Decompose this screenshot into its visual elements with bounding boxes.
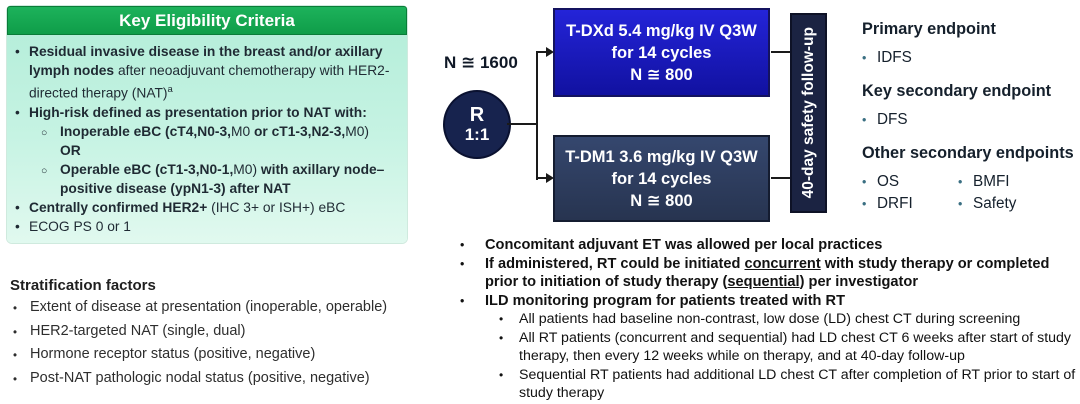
- arm-line: N ≅ 800: [630, 65, 693, 84]
- stratification-title: Stratification factors: [10, 277, 156, 294]
- bullet-icon: •: [15, 104, 20, 120]
- connector-line: [771, 177, 790, 179]
- list-item: [496, 329, 1080, 366]
- eligibility-panel: [7, 6, 407, 243]
- bullet-icon: •: [499, 330, 504, 345]
- list-item: [10, 297, 435, 321]
- list-item-text: [30, 297, 387, 321]
- text-run: High-risk defined as presentation prior to NAT with:: [29, 104, 367, 120]
- arm-line: T-DXd 5.4 mg/kg IV Q3W: [566, 21, 757, 40]
- bullet-icon: •: [460, 293, 465, 308]
- text-run: Extent of disease at presentation (inoperable, operable): [30, 299, 388, 315]
- list-item-text: [60, 122, 369, 160]
- list-item-text: [485, 292, 845, 311]
- list-item: [10, 344, 435, 368]
- stratification-panel: [10, 277, 435, 391]
- endpoint-label: OS: [877, 173, 900, 190]
- list-item: [10, 368, 435, 392]
- list-item: [15, 217, 402, 236]
- endpoint-label: DFS: [877, 111, 908, 128]
- bullet-icon: •: [958, 175, 963, 189]
- bullet-icon: •: [13, 350, 18, 362]
- endpoint-item: [958, 171, 1077, 193]
- text-run: Residual invasive disease in the breast and/or axillary lymph nodes: [29, 44, 383, 78]
- arm-tdm1-box: [553, 135, 770, 222]
- text-run: M0): [345, 123, 370, 139]
- endpoint-item: [862, 109, 1077, 131]
- notes-list: [450, 236, 1080, 403]
- stratification-list: [10, 297, 435, 391]
- text-run: or: [250, 123, 272, 139]
- bullet-icon: •: [862, 197, 867, 211]
- endpoint-item: [862, 47, 1077, 69]
- text-run: sequential: [727, 274, 800, 290]
- list-item: [450, 236, 1080, 255]
- bullet-icon: •: [862, 113, 867, 127]
- bullet-icon: •: [499, 312, 504, 326]
- text-run: All RT patients (concurrent and sequential) had LD chest CT 6 weeks after start of study therapy, then every 12 weeks while on therapy, and at 40-day follow-up: [519, 329, 1072, 364]
- text-run: Hormone receptor status (positive, negative): [30, 346, 316, 362]
- bullet-icon: •: [460, 238, 465, 252]
- randomization-ratio-label: 1:1: [464, 125, 490, 144]
- list-item-text: [29, 42, 402, 103]
- list-item-text: [485, 236, 882, 255]
- list-item-text: [519, 366, 1080, 403]
- endpoint-section-title: Other secondary endpoints: [862, 144, 1074, 162]
- text-run: Sequential RT patients had additional LD chest CT after completion of RT prior to start of study therapy: [519, 366, 1076, 401]
- list-item-text: [485, 255, 1080, 292]
- bullet-icon: •: [460, 256, 465, 271]
- arm-tdxd-box: [553, 8, 770, 97]
- endpoint-items: [862, 171, 1077, 215]
- bullet-icon: •: [13, 303, 18, 315]
- text-run: with axillary node–positive disease (ypN1-3) after NAT: [60, 161, 385, 196]
- eligibility-title: Key Eligibility Criteria: [7, 6, 407, 35]
- text-run: (IHC 3+ or ISH+) eBC: [211, 199, 346, 215]
- list-item-text: [30, 368, 370, 392]
- bullet-icon: •: [862, 51, 867, 65]
- endpoint-items: [862, 109, 1077, 131]
- text-run: a: [167, 84, 173, 95]
- list-item: [15, 42, 402, 103]
- bullet-icon: ○: [41, 126, 48, 139]
- list-item: [450, 255, 1080, 292]
- endpoint-label: IDFS: [877, 49, 912, 66]
- text-run: concurrent: [744, 255, 821, 272]
- text-run: M0: [230, 123, 251, 139]
- text-run: Inoperable eBC (cT4,N0-3,: [60, 123, 231, 139]
- bullet-icon: •: [15, 199, 20, 215]
- endpoint-item: [958, 193, 1077, 215]
- text-run: ECOG PS 0 or 1: [29, 218, 131, 234]
- endpoint-section-title: Primary endpoint: [862, 20, 996, 38]
- arm-line: N ≅ 800: [630, 191, 693, 210]
- list-item: [496, 310, 1080, 329]
- arm-line: for 14 cycles: [611, 43, 712, 62]
- list-item: [496, 366, 1080, 403]
- text-run: Post-NAT pathologic nodal status (positive, negative): [30, 369, 370, 386]
- text-run: Operable eBC (cT1-3,N0-1,: [60, 161, 234, 177]
- text-run: Centrally confirmed HER2+: [29, 199, 212, 215]
- bullet-icon: •: [15, 44, 20, 59]
- endpoint-item: [862, 171, 958, 193]
- list-item: [15, 103, 402, 122]
- list-item: [15, 198, 402, 217]
- list-item-text: [519, 329, 1080, 366]
- text-run: All patients had baseline non-contrast, low dose (LD) chest CT during screening: [519, 311, 1021, 327]
- endpoints-panel: [862, 20, 1077, 228]
- connector-line: [771, 51, 790, 53]
- text-run: M0): [233, 161, 258, 177]
- list-item-text: [30, 344, 315, 368]
- text-run: ILD monitoring program for patients treated with RT: [485, 292, 845, 309]
- text-run: cT1-3,N2-3,: [271, 123, 346, 139]
- list-item-text: [30, 321, 245, 345]
- list-item: [15, 122, 402, 160]
- list-item-text: [29, 217, 131, 236]
- arm-line: for 14 cycles: [611, 169, 712, 188]
- connector-line: [507, 123, 538, 125]
- bullet-icon: •: [862, 175, 867, 189]
- safety-followup-label: 40-day safety follow-up: [799, 27, 817, 199]
- text-run: If administered, RT could be initiated: [485, 255, 745, 272]
- randomization-r-label: R: [469, 104, 485, 126]
- endpoint-label: Safety: [973, 195, 1017, 212]
- endpoint-section-title: Key secondary endpoint: [862, 82, 1052, 100]
- connector-line: [536, 51, 538, 180]
- endpoint-items: [862, 47, 1077, 69]
- list-item: [450, 292, 1080, 311]
- text-run: Concomitant adjuvant ET was allowed per local practices: [485, 237, 883, 253]
- total-enrollment-label: N ≅ 1600: [444, 53, 518, 72]
- list-item: [15, 160, 402, 198]
- safety-followup-box: [790, 13, 827, 213]
- endpoint-label: BMFI: [973, 173, 1010, 190]
- text-run: ) per investigator: [799, 274, 919, 290]
- bullet-icon: •: [499, 367, 504, 382]
- eligibility-list: [7, 35, 407, 236]
- list-item-text: [519, 310, 1020, 329]
- arm-box-text: [565, 146, 758, 212]
- text-run: after neoadjuvant chemotherapy with HER2-directed therapy (NAT): [29, 63, 390, 101]
- bullet-icon: •: [13, 373, 18, 386]
- list-item-text: [60, 160, 402, 198]
- bullet-icon: •: [13, 326, 18, 339]
- text-run: OR: [60, 142, 81, 158]
- bullet-icon: ○: [41, 164, 48, 177]
- arm-box-text: [566, 20, 757, 86]
- text-run: HER2-targeted NAT (single, dual): [30, 322, 246, 339]
- arm-line: T-DM1 3.6 mg/kg IV Q3W: [565, 147, 758, 166]
- bullet-icon: •: [958, 197, 963, 211]
- randomization-circle: [443, 90, 511, 159]
- list-item: [10, 321, 435, 345]
- list-item-text: [29, 103, 367, 122]
- text-run: with study therapy or completed prior to initiation of study therapy (: [485, 255, 1050, 290]
- endpoint-label: DRFI: [877, 195, 913, 212]
- endpoint-item: [862, 193, 958, 215]
- bullet-icon: •: [15, 218, 20, 234]
- list-item-text: [29, 198, 345, 217]
